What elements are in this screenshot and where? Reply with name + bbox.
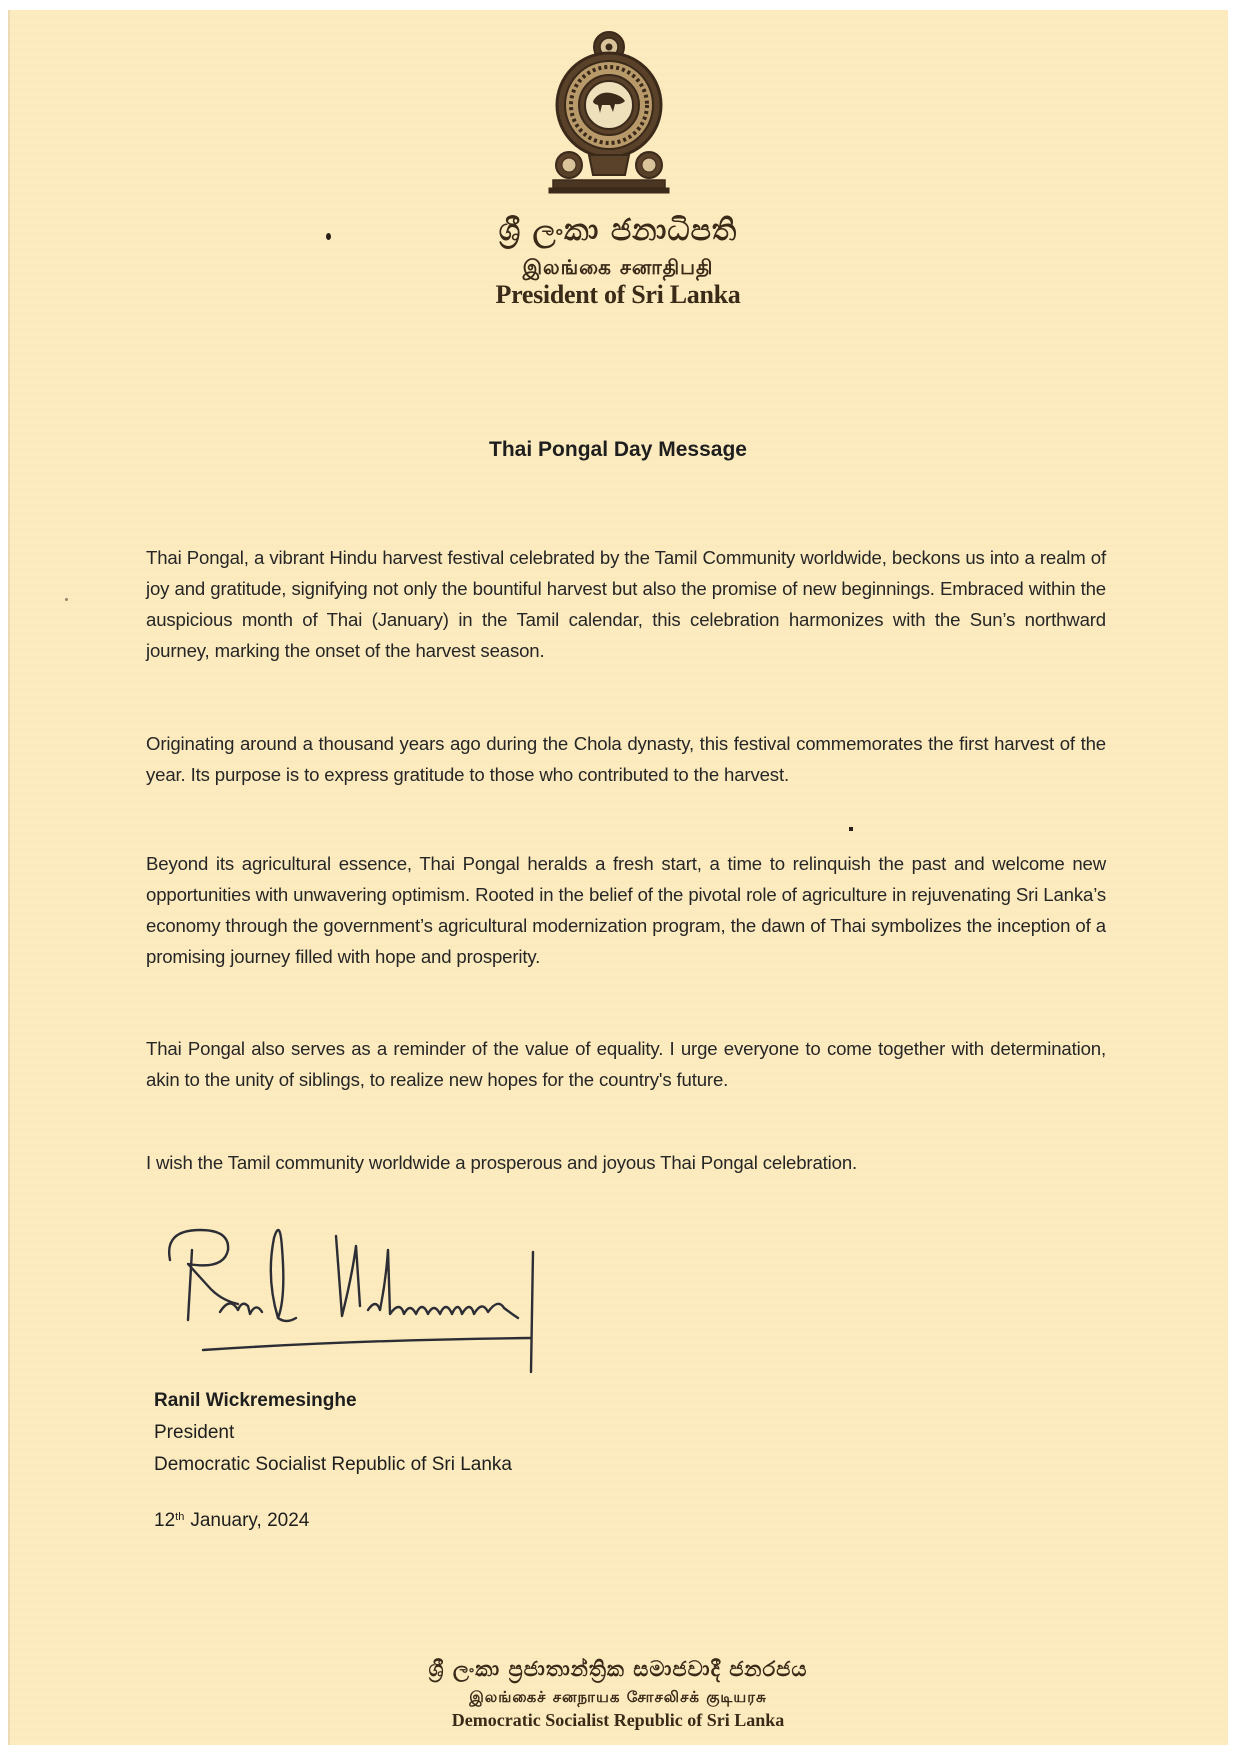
footer-english: Democratic Socialist Republic of Sri Lanka	[451, 1710, 785, 1730]
paper-speck	[849, 827, 853, 831]
date-day: 12	[154, 1510, 176, 1531]
signer-block	[154, 1385, 512, 1481]
footer-sinhala: ශ්‍රී ලංකා ප්‍රජාතාන්ත්‍රික සමාජවාදී ජනරජය	[428, 1657, 808, 1681]
signer-name: Ranil Wickremesinghe	[154, 1390, 357, 1411]
paragraph-text: Thai Pongal also serves as a reminder of the value of equality. I urge everyone to come together with determination, akin to the unity of siblings, to realize new hopes for the country's future.	[146, 1038, 1106, 1090]
document-title: Thai Pongal Day Message	[489, 438, 747, 461]
date-suffix: th	[175, 1511, 185, 1523]
message-paragraph	[146, 728, 1106, 790]
message-paragraph	[146, 542, 1106, 666]
handwritten-signature	[158, 1200, 628, 1390]
paragraph-text: Originating around a thousand years ago during the Chola dynasty, this festival commemorates the first harvest of the year. Its purpose is to express gratitude to those who contributed to the harvest.	[146, 733, 1106, 785]
letterhead-english-title: President of Sri Lanka	[495, 280, 741, 309]
paper-speck	[65, 598, 68, 601]
signer-title: President	[154, 1422, 235, 1443]
paragraph-text: Beyond its agricultural essence, Thai Pongal heralds a fresh start, a time to relinquish the past and welcome new opportunities with unwavering optimism. Rooted in the belief of the pivotal role of agriculture in rejuvenating Sri Lanka’s economy through the government’s agricultural modernization program, the dawn of Thai symbolizes the inception of a promising journey filled with hope and prosperity.	[146, 853, 1106, 967]
letterhead-tamil-title: இலங்கை சனாதிபதி	[522, 255, 714, 279]
message-paragraph	[146, 1147, 1106, 1178]
date-month-year: January, 2024	[190, 1510, 310, 1531]
document-date	[154, 1510, 309, 1532]
national-emblem-icon	[545, 25, 673, 197]
signer-organization: Democratic Socialist Republic of Sri Lanka	[154, 1454, 512, 1475]
message-paragraph	[146, 1033, 1106, 1095]
paragraph-text: Thai Pongal, a vibrant Hindu harvest festival celebrated by the Tamil Community worldwide, beckons us into a realm of joy and gratitude, signifying not only the bountiful harvest but also the promise of new beginnings. Embraced within the auspicious month of Thai (January) in the Tamil calendar, this celebration harmonizes with the Sun’s northward journey, marking the onset of the harvest season.	[146, 547, 1106, 661]
footer-tamil: இலங்கைச் சனநாயக சோசலிசக் குடியரசு	[469, 1688, 767, 1706]
paper-speck	[326, 233, 331, 240]
letterhead-sinhala-title: ශ්‍රී ලංකා ජනාධිපති	[498, 213, 738, 248]
message-paragraph	[146, 848, 1106, 972]
paragraph-text: I wish the Tamil community worldwide a prosperous and joyous Thai Pongal celebration.	[146, 1152, 858, 1173]
letter-page	[8, 10, 1228, 1745]
